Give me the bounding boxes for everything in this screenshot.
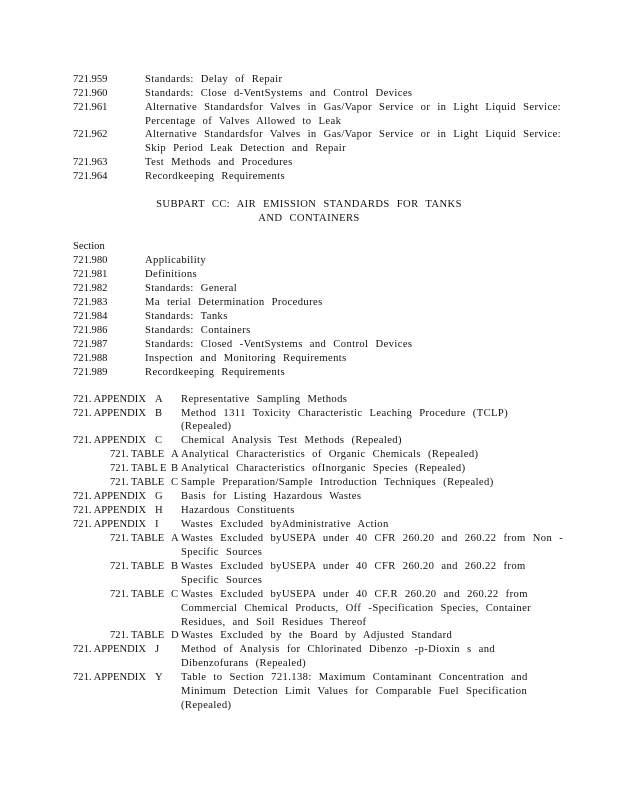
table-id: 721. TABLE [110, 589, 165, 600]
appendix-letter: Y [155, 672, 163, 683]
table-letter: B [171, 463, 179, 474]
table-title: Wastes Excluded byUSEPA under 40 CFR 260.20 and 260.22 from Non - [181, 533, 564, 544]
subpart-heading-continuation: AND CONTAINERS [258, 213, 360, 224]
appendix-id: 721. APPENDIX [73, 505, 146, 516]
table-title: Analytical Characteristics of Organic Chemicals (Repealed) [181, 449, 479, 460]
table-letter: B [171, 561, 179, 572]
table-title: Wastes Excluded byUSEPA under 40 CF.R 260.20 and 260.22 from [181, 589, 528, 600]
section-title: Standards: Delay of Repair [145, 74, 283, 85]
section-number: 721.986 [73, 325, 108, 336]
appendix-title: Representative Sampling Methods [181, 394, 348, 405]
appendix-id: 721. APPENDIX [73, 519, 146, 530]
table-title: Wastes Excluded byUSEPA under 40 CFR 260.20 and 260.22 from [181, 561, 526, 572]
appendix-title: Chemical Analysis Test Methods (Repealed) [181, 435, 402, 446]
appendix-title: Table to Section 721.138: Maximum Contaminant Concentration and [181, 672, 528, 683]
table-title: Analytical Characteristics ofInorganic Species (Repealed) [181, 463, 466, 474]
appendix-letter: G [155, 491, 163, 502]
section-number: 721.961 [73, 102, 108, 113]
section-number: 721.987 [73, 339, 108, 350]
section-number: 721.982 [73, 283, 108, 294]
section-number: 721.963 [73, 157, 108, 168]
section-title: Standards: Close d-VentSystems and Control Devices [145, 88, 413, 99]
section-number: 721.962 [73, 129, 108, 140]
table-title-continuation: Specific Sources [181, 547, 263, 558]
section-title: Definitions [145, 269, 198, 280]
table-letter: A [171, 533, 179, 544]
appendix-id: 721. APPENDIX [73, 394, 146, 405]
section-number: 721.964 [73, 171, 108, 182]
table-title: Sample Preparation/Sample Introduction Techniques (Repealed) [181, 477, 494, 488]
section-title: Applicability [145, 255, 207, 266]
table-title-continuation: Residues, and Soil Residues Thereof [181, 617, 367, 628]
section-title: Test Methods and Procedures [145, 157, 293, 168]
section-title: Alternative Standardsfor Valves in Gas/Vapor Service or in Light Liquid Service: [145, 129, 562, 140]
appendix-title-continuation: Dibenzofurans (Repealed) [181, 658, 307, 669]
section-title: Ma terial Determination Procedures [145, 297, 323, 308]
appendix-letter: B [155, 408, 163, 419]
appendix-letter: H [155, 505, 163, 516]
section-title: Standards: Containers [145, 325, 251, 336]
table-title-continuation: Commercial Chemical Products, Off -Specification Species, Container [181, 603, 532, 614]
section-number: 721.981 [73, 269, 108, 280]
section-title-continuation: Skip Period Leak Detection and Repair [145, 143, 347, 154]
appendix-title-continuation: (Repealed) [181, 421, 232, 432]
section-title-continuation: Percentage of Valves Allowed to Leak [145, 116, 342, 127]
section-number: 721.984 [73, 311, 108, 322]
section-title: Standards: Closed -VentSystems and Control Devices [145, 339, 413, 350]
section-title: Standards: General [145, 283, 238, 294]
section-number: 721.960 [73, 88, 108, 99]
appendix-title-continuation: (Repealed) [181, 700, 232, 711]
section-number: 721.988 [73, 353, 108, 364]
appendix-title: Method of Analysis for Chlorinated Dibenzo -p-Dioxin s and [181, 644, 496, 655]
appendix-letter: I [155, 519, 159, 530]
table-letter: A [171, 449, 179, 460]
section-title: Standards: Tanks [145, 311, 228, 322]
table-id: 721. TABLE [110, 449, 165, 460]
subpart-heading: SUBPART CC: AIR EMISSION STANDARDS FOR TANKS [156, 199, 462, 210]
table-letter: D [171, 630, 179, 641]
table-id: 721. TABLE [110, 477, 165, 488]
appendix-letter: A [155, 394, 163, 405]
table-letter: C [171, 589, 179, 600]
section-number: 721.959 [73, 74, 108, 85]
appendix-title-continuation: Minimum Detection Limit Values for Comparable Fuel Specification [181, 686, 528, 697]
appendix-id: 721. APPENDIX [73, 644, 146, 655]
appendix-title: Basis for Listing Hazardous Wastes [181, 491, 362, 502]
appendix-id: 721. APPENDIX [73, 408, 146, 419]
table-id: 721. TABLE [110, 533, 165, 544]
section-number: 721.983 [73, 297, 108, 308]
appendix-id: 721. APPENDIX [73, 491, 146, 502]
appendix-title: Method 1311 Toxicity Characteristic Leaching Procedure (TCLP) [181, 408, 509, 419]
section-title: Recordkeeping Requirements [145, 367, 286, 378]
section-title: Alternative Standardsfor Valves in Gas/Vapor Service or in Light Liquid Service: [145, 102, 562, 113]
table-id: 721. TABLE [110, 630, 165, 641]
appendix-letter: C [155, 435, 163, 446]
section-number: 721.980 [73, 255, 108, 266]
table-letter: C [171, 477, 179, 488]
table-id: 721. TABL E [110, 463, 167, 474]
section-number: 721.989 [73, 367, 108, 378]
appendix-title: Hazardous Constituents [181, 505, 295, 516]
table-id: 721. TABLE [110, 561, 165, 572]
appendix-letter: J [155, 644, 160, 655]
appendix-id: 721. APPENDIX [73, 435, 146, 446]
section-title: Inspection and Monitoring Requirements [145, 353, 347, 364]
appendix-id: 721. APPENDIX [73, 672, 146, 683]
table-title-continuation: Specific Sources [181, 575, 263, 586]
table-title: Wastes Excluded by the Board by Adjusted Standard [181, 630, 453, 641]
section-title: Recordkeeping Requirements [145, 171, 286, 182]
appendix-title: Wastes Excluded byAdministrative Action [181, 519, 389, 530]
section-label: Section [73, 241, 105, 252]
